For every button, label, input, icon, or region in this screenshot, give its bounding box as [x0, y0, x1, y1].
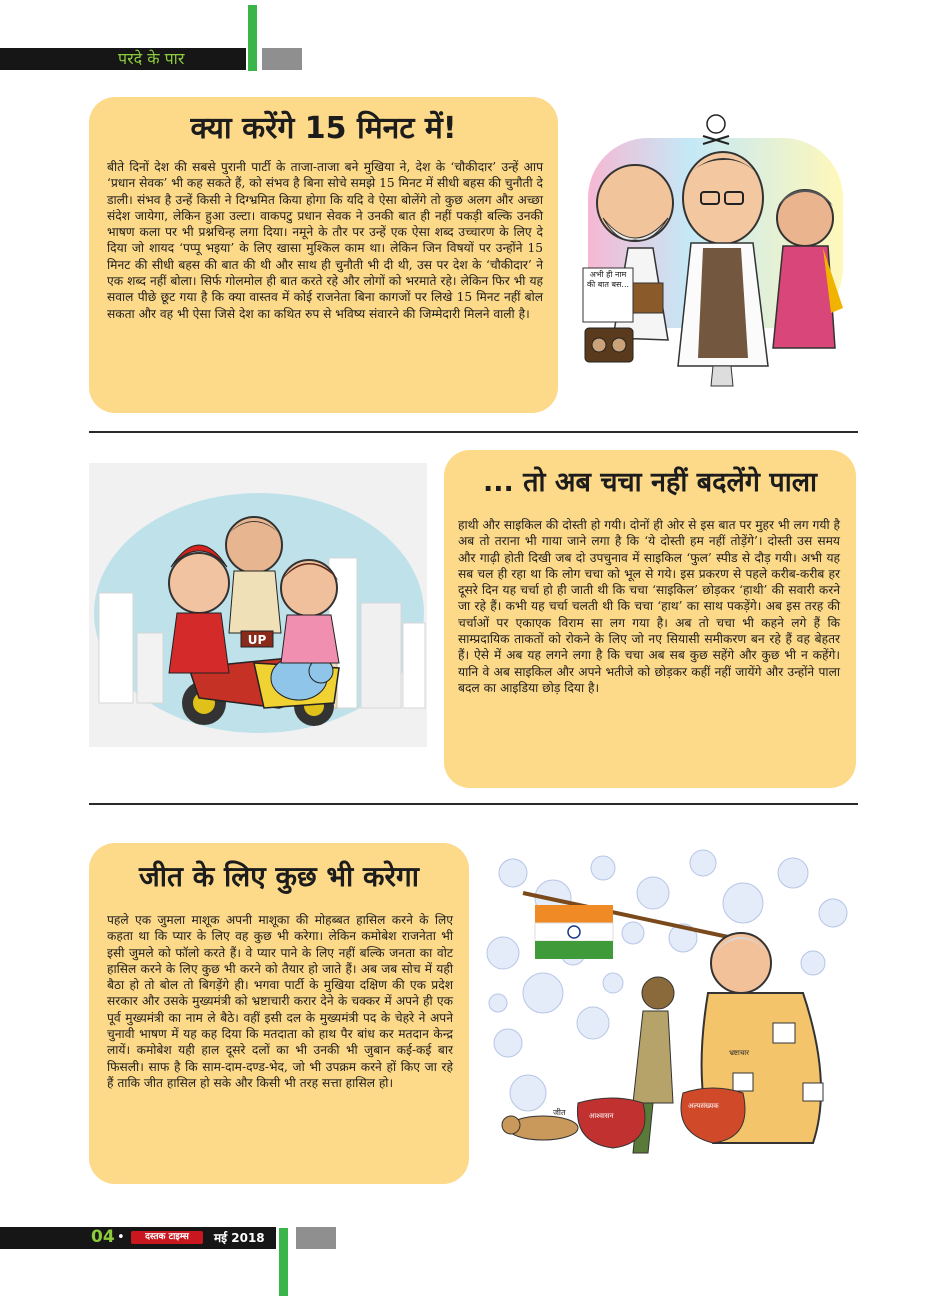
cartoon-3-sack2-label: अल्पसंख्यक	[688, 1102, 719, 1110]
page-number: 04	[91, 1227, 115, 1247]
cartoon-2-plate: UP	[247, 633, 267, 647]
article-1-body: बीते दिनों देश की सबसे पुरानी पार्टी के ताजा-ताजा बने मुखिया ने, देश के ‘चौकीदार’ उन्हें आप ‘प्रधान सेवक’ भी कह सकते हैं, को संभव है बिना सोचे समझे 15 मिनट में सीधी बहस की चुनौती दे डाली। संभव है उन्हें किसी ने दिग्भ्रमित किया होगा कि यदि वे ऐसा बोलेंगे तो कुछ अलग और अच्छा संदेश जायेगा, लेकिन हुआ उल्टा। वाकपटु प्रधान सेवक ने उनकी बात ही नहीं पकड़ी बल्कि उनकी भाषण कला पर भी प्रश्नचिन्ह लगा दिया। नमूने के तौर पर उन्हें एक ऐसा शब्द उच्चारण के लिए दे दिया जो शायद ‘पप्पू भइया’ के लिए खासा मुश्किल काम था। लेकिन जिन विषयों पर उन्होंने 15 मिनट की सीधी बहस की बात की थी और साथ ही चुनौती भी दी थी, उस पर देश के ‘चौकीदार’ ने एक शब्द नहीं बोला। सिर्फ गोलमोल ही बात करते रहे और लोगों को भरमाते रहे। लेकिन फिर भी यह सवाल पीछे छूट गया है कि क्या वास्तव में कोई राजनेता बिना कागजों पर लिखे 15 मिनट नहीं बोल सकता और वह भी ऐसा जिसे देश का कथित रुप से भविष्य संवारने की जिम्मेदारी मिलने वाली है।	[107, 160, 543, 321]
header-accent-grey	[262, 48, 302, 70]
footer-accent-grey	[296, 1227, 336, 1249]
article-2-box	[444, 450, 856, 788]
cartoon-3	[483, 843, 856, 1182]
divider-1	[89, 431, 858, 433]
cartoon-2	[89, 463, 427, 747]
article-1-title: क्या करेंगे 15 मिनट में!	[190, 111, 457, 146]
cartoon-1-illustration	[573, 108, 854, 399]
cartoon-2-illustration	[89, 463, 427, 747]
cartoon-1	[573, 108, 854, 399]
article-2-body: हाथी और साइकिल की दोस्ती हो गयी। दोनों ही ओर से इस बात पर मुहर भी लग गयी है अब तो तराना भी गाया जाने लगा है कि ‘ये दोस्ती हम नहीं तोड़ेंगे’। दोस्ती उस समय और गाढ़ी होती दिखी जब दो उपचुनाव में साइकिल ‘फुल’ स्पीड से दौड़ गयी। अभी यह सब चल ही रहा था कि लोग चचा को भूल से गये। इस प्रकरण से पहले करीब-करीब हर दूसरे दिन यह चर्चा हो ही जाती थी कि चचा ‘साइकिल’ छोड़कर ‘हाथी’ की सवारी करने जा रहे हैं। कभी यह चर्चा चलती थी कि चचा ‘हाथ’ का साथ पकड़ेंगे। अब इस तरह की चर्चाओं पर एकाएक विराम सा लग गया है। अब तो चचा भी कहने लगे हैं कि साम्प्रदायिक ताकतों को रोकने के लिए जो नए सियासी समीकरण बन रहे हैं वह बेहतर हैं। ऐसे में अब यह लगने लगा है कि चचा अब सब कुछ सहेंगे और कुछ भी न कहेंगे। यानि वे अब साइकिल और अपने भतीजे को छोड़कर कहीं नहीं जायेंगे और उन्होंने पाला बदल का आइडिया छोड़ दिया है।	[458, 518, 840, 695]
cartoon-1-note: अभी ही नाम की बात बस...	[586, 270, 630, 289]
cartoon-3-dog-label: जीत	[553, 1108, 566, 1117]
cartoon-3-illustration	[483, 843, 856, 1182]
header-accent-green	[248, 5, 257, 71]
article-1-box	[89, 97, 558, 413]
issue-date: मई 2018	[214, 1231, 265, 1245]
footer-accent-green	[279, 1228, 288, 1296]
section-title: परदे के पार	[118, 49, 185, 68]
cartoon-3-sack1-label: आश्वासन	[589, 1112, 614, 1120]
article-3-title: जीत के लिए कुछ भी करेगा	[139, 860, 419, 893]
footer-bullet: •	[117, 1230, 125, 1245]
cartoon-3-corruption-label: भ्रष्टाचार	[729, 1049, 749, 1057]
article-2-title: ... तो अब चचा नहीं बदलेंगे पाला	[482, 467, 818, 498]
article-3-box	[89, 843, 469, 1184]
divider-2	[89, 803, 858, 805]
article-3-body: पहले एक जुमला माशूक अपनी माशूका की मोहब्बत हासिल करने के लिए कहता था कि प्यार के लिए वह कुछ भी करेगा। लेकिन कमोबेश राजनेता भी इसी जुमले को फॉलो करते हैं। वे प्यार पाने के लिए नहीं बल्कि जनता का वोट हासिल करने के लिए कुछ भी करने को तैयार हो जाते हैं। अब जब सोच में यही बैठा हो तो बोल तो बिगड़ेंगे ही। भगवा पार्टी के मुखिया दक्षिण की एक प्रदेश सरकार और उसके मुख्यमंत्री को भ्रष्टाचारी करार देने के चक्कर में अपने ही एक पूर्व मुख्यमंत्री का नाम ले बैठे। वहीं इसी दल के मुख्यमंत्री पद के चेहरे ने अपने चुनावी भाषण में यह कह दिया कि मतदाता को हाथ पैर बांध कर मतदान केन्द्र लायें। कमोबेश यही हाल दूसरे दलों का भी उनकी भी जुबान कई-कई बार फिसली। साफ है कि साम-दाम-दण्ड-भेद, जो भी उपक्रम करने हों किए जा रहे हैं ताकि जीत हासिल हो सके और किसी भी तरह सत्ता हासिल हो।	[107, 913, 453, 1090]
magazine-logo: दस्तक टाइम्स	[131, 1231, 203, 1244]
